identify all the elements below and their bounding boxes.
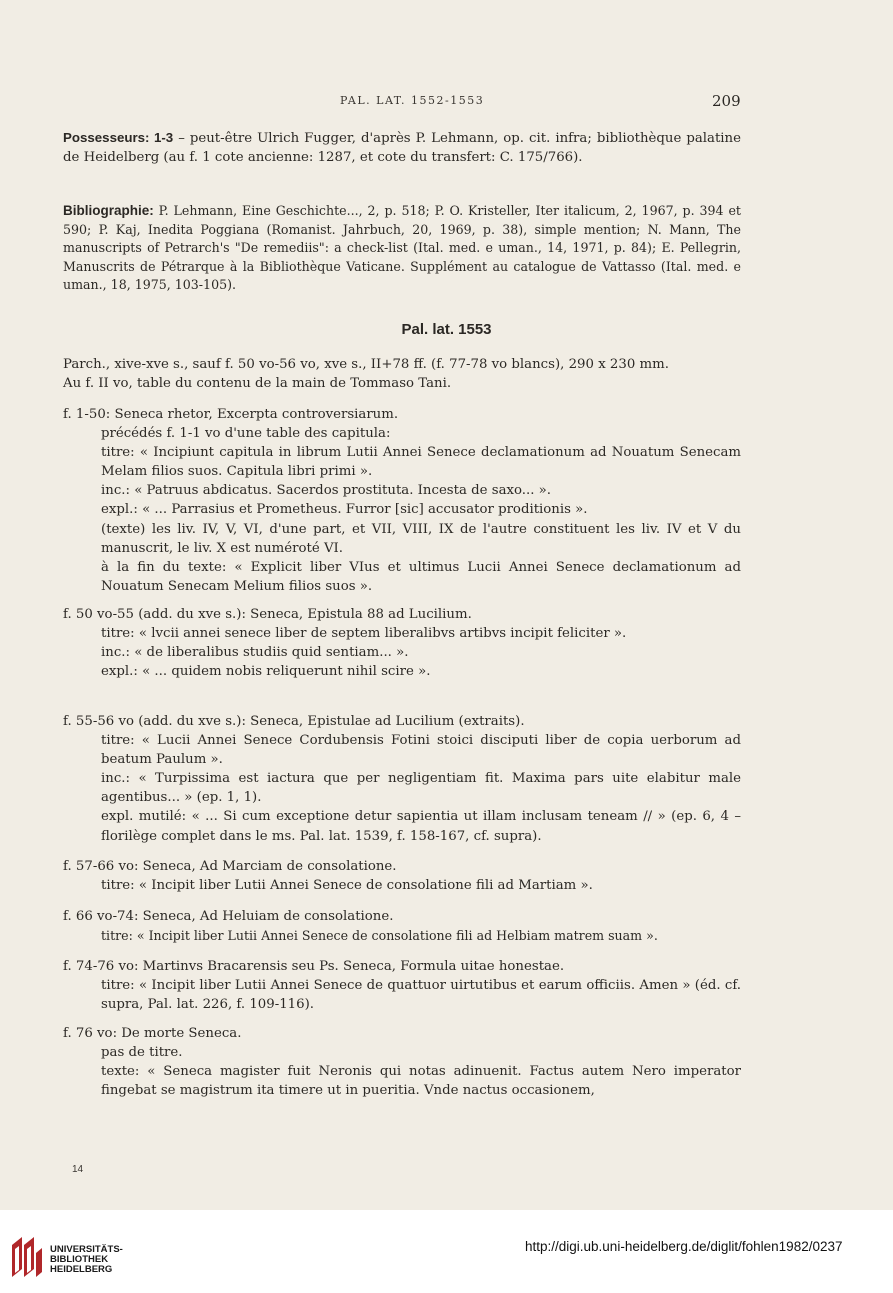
entry-line: inc.: « de liberalibus studiis quid sentiam... ». [101,645,409,661]
bibliographie-text: P. Lehmann, Eine Geschichte..., 2, p. 518; P. O. Kristeller, Iter italicum, 2, 1967, p. 394 et 590; P. Kaj, Inedita Poggiana (Romanist. Jahrbuch, 20, 1969, p. 38), simple mention; N. Mann, The manuscripts of Petrarch's "De remediis": a check-list (Ital. med. e uman., 14, 1971, p. 84); E. Pellegrin, Manuscrits de Pétrarque à la Bibliothèque Vaticane. Supplément au catalogue de Vattasso (Ital. med. e uman., 18, 1975, 103-105). [63,203,741,293]
entry-line: titre: « Incipit liber Lutii Annei Senece de consolatione fili ad Helbiam matrem suam ». [101,928,658,944]
entry-line: (texte) les liv. IV, V, VI, d'une part, et VII, VIII, IX de l'autre constituent les liv. IV et V du manuscrit, le liv. X est numéroté VI. [101,521,741,556]
entry-line: titre: « Incipiunt capitula in librum Lutii Annei Senece declamationum ad Nouatum Senecam Melam filios suos. Capitula libri primi ». [101,445,741,480]
entry-heading: f. 76 vo: De morte Seneca. [63,1026,242,1041]
entry-heading: f. 74-76 vo: Martinvs Bracarensis seu Ps. Seneca, Formula uitae honestae. [63,959,565,974]
physical-description [63,355,741,393]
entry-heading: f. 66 vo-74: Seneca, Ad Heluiam de consolatione. [63,909,394,924]
entry-heading: f. 1-50: Seneca rhetor, Excerpta controversiarum. [63,407,399,422]
entry-line: précédés f. 1-1 vo d'une table des capitula: [101,426,391,442]
entry-line: texte: « Seneca magister fuit Neronis qui notas adinuenit. Factus autem Nero imperator fingebat se magistrum ita timere ut in pueritia. Vnde nactus occasionem, [101,1064,741,1099]
running-title: PAL. LAT. 1552-1553 [340,94,485,107]
possesseurs-label: Possesseurs: 1-3 [63,130,174,145]
content-entry [63,712,741,846]
source-url-link[interactable]: http://digi.ub.uni-heidelberg.de/diglit/fohlen1982/0237 [525,1239,843,1254]
entry-heading: f. 57-66 vo: Seneca, Ad Marciam de consolatione. [63,859,397,874]
sheet-number: 14 [72,1164,84,1175]
entry-line: à la fin du texte: « Explicit liber VIus et ultimus Lucii Annei Senece declamationum ad Nouatum Senecam Melium filios suos ». [101,559,741,594]
entry-line: expl.: « ... quidem nobis reliquerunt nihil scire ». [101,664,431,680]
content-entry [63,857,741,895]
entry-line: inc.: « Turpissima est iactura que per negligentiam fit. Maxima pars uite elabitur male agentibus... » (ep. 1, 1). [101,771,741,806]
entry-line: inc.: « Patruus abdicatus. Sacerdos prostituta. Incesta de saxo... ». [101,483,552,499]
bibliographie-paragraph [63,202,741,295]
library-name: UNIVERSITÄTS- BIBLIOTHEK HEIDELBERG [50,1244,123,1276]
entry-line: titre: « Incipit liber Lutii Annei Senece de consolatione fili ad Martiam ». [101,878,593,894]
entry-line: titre: « lvcii annei senece liber de septem liberalibvs artibvs incipit feliciter ». [101,626,627,642]
content-entry [63,605,741,681]
content-entry [63,957,741,1014]
bibliographie-label: Bibliographie: [63,203,154,218]
content-entry [63,405,741,596]
description-line: Au f. II vo, table du contenu de la main de Tommaso Tani. [63,376,452,392]
section-title: Pal. lat. 1553 [401,321,492,338]
library-logo-icon [8,1233,44,1279]
possesseurs-text: – peut-être Ulrich Fugger, d'après P. Lehmann, op. cit. infra; bibliothèque palatine de Heidelberg (au f. 1 cote ancienne: 1287, et cote du transfert: C. 175/766). [63,131,741,166]
entry-line: expl. mutilé: « ... Si cum exceptione detur sapientia ut illam inclusam teneam // » (ep. 6, 4 – florilège complet dans le ms. Pal. lat. 1539, f. 158-167, cf. supra). [101,809,741,844]
entry-heading: f. 50 vo-55 (add. du xve s.): Seneca, Epistula 88 ad Lucilium. [63,607,472,622]
content-entry [63,1024,741,1100]
entry-line: titre: « Lucii Annei Senece Cordubensis Fotini stoici disciputi liber de copia uerborum ad beatum Paulum ». [101,733,741,768]
content-entry [63,907,741,945]
entry-line: titre: « Incipit liber Lutii Annei Senece de quattuor uirtutibus et earum officiis. Amen » (éd. cf. supra, Pal. lat. 226, f. 109-116). [101,978,741,1013]
running-header [0,92,893,114]
description-line: Parch., xive-xve s., sauf f. 50 vo-56 vo, xve s., II+78 ff. (f. 77-78 vo blancs), 290 x 230 mm. [63,357,669,372]
possesseurs-paragraph [63,128,741,167]
entry-heading: f. 55-56 vo (add. du xve s.): Seneca, Epistulae ad Lucilium (extraits). [63,714,525,729]
entry-line: pas de titre. [101,1045,183,1061]
entry-line: expl.: « ... Parrasius et Prometheus. Furror [sic] accusator proditionis ». [101,502,588,518]
page-number: 209 [712,92,741,110]
